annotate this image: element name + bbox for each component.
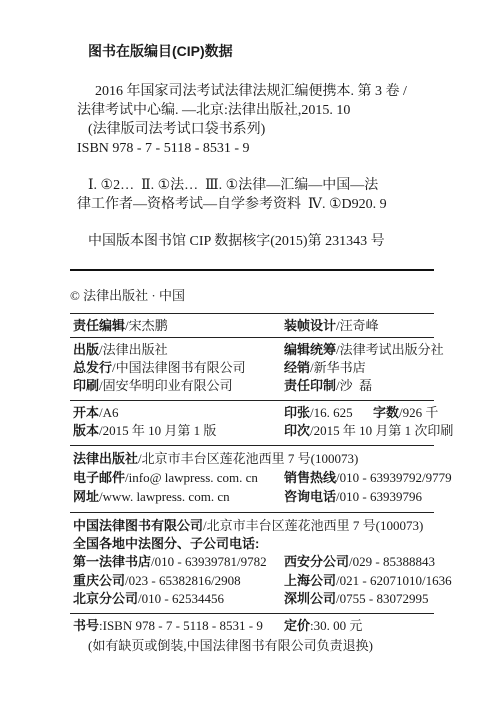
spec-value: /2015 年 10 月第 1 次印刷 — [310, 423, 454, 438]
credit-value: /中国法律图书有限公司 — [112, 360, 246, 375]
branch-label: 西安分公司 — [284, 554, 350, 569]
contact-value: /北京市丰台区莲花池西里 7 号(100073) — [138, 451, 359, 466]
contact-label: 咨询电话 — [284, 489, 337, 504]
credit-label: 经销 — [284, 360, 311, 375]
credit-value: /宋杰鹏 — [125, 318, 168, 333]
credit-label: 出版 — [73, 342, 100, 357]
contact-value: /北京市丰台区莲花池西里 7 号(100073) — [203, 518, 424, 533]
publisher-credit — [73, 341, 168, 359]
book-isbn — [73, 617, 263, 635]
branch-value: /010 - 62534456 — [138, 591, 224, 606]
edition-spec — [73, 422, 216, 440]
divider — [70, 613, 434, 614]
branch-value: /029 - 85388843 — [349, 554, 435, 569]
publisher-address — [73, 450, 358, 468]
credit-label: 总发行 — [73, 360, 113, 375]
credit-value: /新华书店 — [310, 360, 366, 375]
publisher-website — [73, 488, 230, 506]
contact-label: 法律出版社 — [73, 451, 139, 466]
contact-label: 中国法律图书有限公司 — [73, 518, 204, 533]
branch-phone — [284, 553, 435, 571]
credit-value: /固安华明印业有限公司 — [99, 378, 233, 393]
branch-label: 深圳公司 — [284, 591, 337, 606]
contact-value: /010 - 63939792/9779 — [336, 470, 452, 485]
divider — [70, 512, 434, 513]
credit-label: 责任印制 — [284, 378, 337, 393]
credit-label: 编辑统筹 — [284, 342, 337, 357]
printer-credit — [73, 377, 233, 395]
branch-value: /023 - 65382816/2908 — [125, 573, 241, 588]
branch-label: 重庆公司 — [73, 573, 126, 588]
format-spec — [73, 404, 119, 422]
branch-label: 北京分公司 — [73, 591, 139, 606]
contact-value: /info@ lawpress. com. cn — [125, 470, 258, 485]
credit-label: 印刷 — [73, 378, 100, 393]
coordinator-credit — [284, 341, 444, 359]
spec-value: /2015 年 10 月第 1 版 — [99, 423, 217, 438]
book-price — [284, 617, 362, 635]
branch-label: 第一法律书店 — [73, 554, 152, 569]
credit-label: 责任编辑 — [73, 318, 126, 333]
sheets-spec — [284, 404, 353, 422]
branch-phone — [73, 590, 224, 608]
branch-value: /0755 - 83072995 — [336, 591, 429, 606]
contact-value: /www. lawpress. com. cn — [99, 489, 230, 504]
credit-value: /法律出版社 — [99, 342, 168, 357]
branch-label: 上海公司 — [284, 573, 337, 588]
contact-label: 销售热线 — [284, 470, 337, 485]
branches-heading: 全国各地中法图分、子公司电话: — [73, 536, 260, 551]
cip-heading: 图书在版编目(CIP)数据 — [88, 43, 233, 59]
cip-subject-line: 律工作者—资格考试—自学参考资料 Ⅳ. ①D920. 9 — [77, 197, 387, 212]
spec-value: /A6 — [99, 405, 119, 420]
credit-value: /沙 磊 — [336, 378, 373, 393]
spec-label: 版本 — [73, 423, 100, 438]
cip-author-line: 法律考试中心编. —北京:法律出版社,2015. 10 — [77, 103, 351, 118]
designer-credit — [284, 317, 379, 335]
credit-value: /汪奇峰 — [336, 318, 379, 333]
impression-spec — [284, 422, 453, 440]
cip-title-line: 2016 年国家司法考试法律法规汇编便携本. 第 3 卷 / — [95, 84, 407, 99]
retailer-credit — [284, 359, 366, 377]
editor-credit — [73, 317, 168, 335]
cip-isbn-line: ISBN 978 - 7 - 5118 - 8531 - 9 — [77, 141, 250, 156]
sales-hotline — [284, 469, 452, 487]
isbn-label: 书号 — [73, 618, 100, 633]
copyright-line: © 法律出版社 · 中国 — [70, 288, 185, 303]
spec-label: 开本 — [73, 405, 100, 420]
print-supervisor-credit — [284, 377, 372, 395]
spec-value: /926 千 — [399, 405, 439, 420]
spec-label: 字数 — [373, 405, 400, 420]
contact-label: 电子邮件 — [73, 470, 126, 485]
branch-value: /010 - 63939781/9782 — [151, 554, 267, 569]
branch-phone — [73, 553, 267, 571]
divider — [70, 445, 434, 446]
branch-phone — [284, 572, 452, 590]
publisher-email — [73, 469, 258, 487]
inquiry-phone — [284, 488, 422, 506]
contact-value: /010 - 63939796 — [336, 489, 422, 504]
divider — [70, 313, 434, 314]
cip-series-line: (法律版司法考试口袋书系列) — [88, 122, 266, 137]
spec-label: 印次 — [284, 423, 311, 438]
distributor-address — [73, 517, 423, 535]
word-count-spec — [373, 404, 438, 422]
cip-subject-line: Ⅰ. ①2… Ⅱ. ①法… Ⅲ. ①法律—汇编—中国—法 — [88, 178, 379, 193]
spec-value: /16. 625 — [310, 405, 353, 420]
contact-label: 网址 — [73, 489, 100, 504]
credit-value: /法律考试出版分社 — [336, 342, 444, 357]
isbn-value: :ISBN 978 - 7 - 5118 - 8531 - 9 — [99, 618, 263, 633]
branch-phone — [73, 572, 241, 590]
divider — [70, 400, 434, 401]
branch-value: /021 - 62071010/1636 — [336, 573, 452, 588]
price-value: :30. 00 元 — [310, 618, 363, 633]
branch-phone — [284, 590, 428, 608]
divider — [70, 337, 434, 338]
section-divider — [70, 269, 434, 271]
distributor-credit — [73, 359, 246, 377]
cip-number: 中国版本图书馆 CIP 数据核字(2015)第 231343 号 — [88, 234, 385, 249]
spec-label: 印张 — [284, 405, 311, 420]
price-label: 定价 — [284, 618, 311, 633]
credit-label: 装帧设计 — [284, 318, 337, 333]
return-notice: (如有缺页或倒装,中国法律图书有限公司负责退换) — [88, 638, 373, 653]
